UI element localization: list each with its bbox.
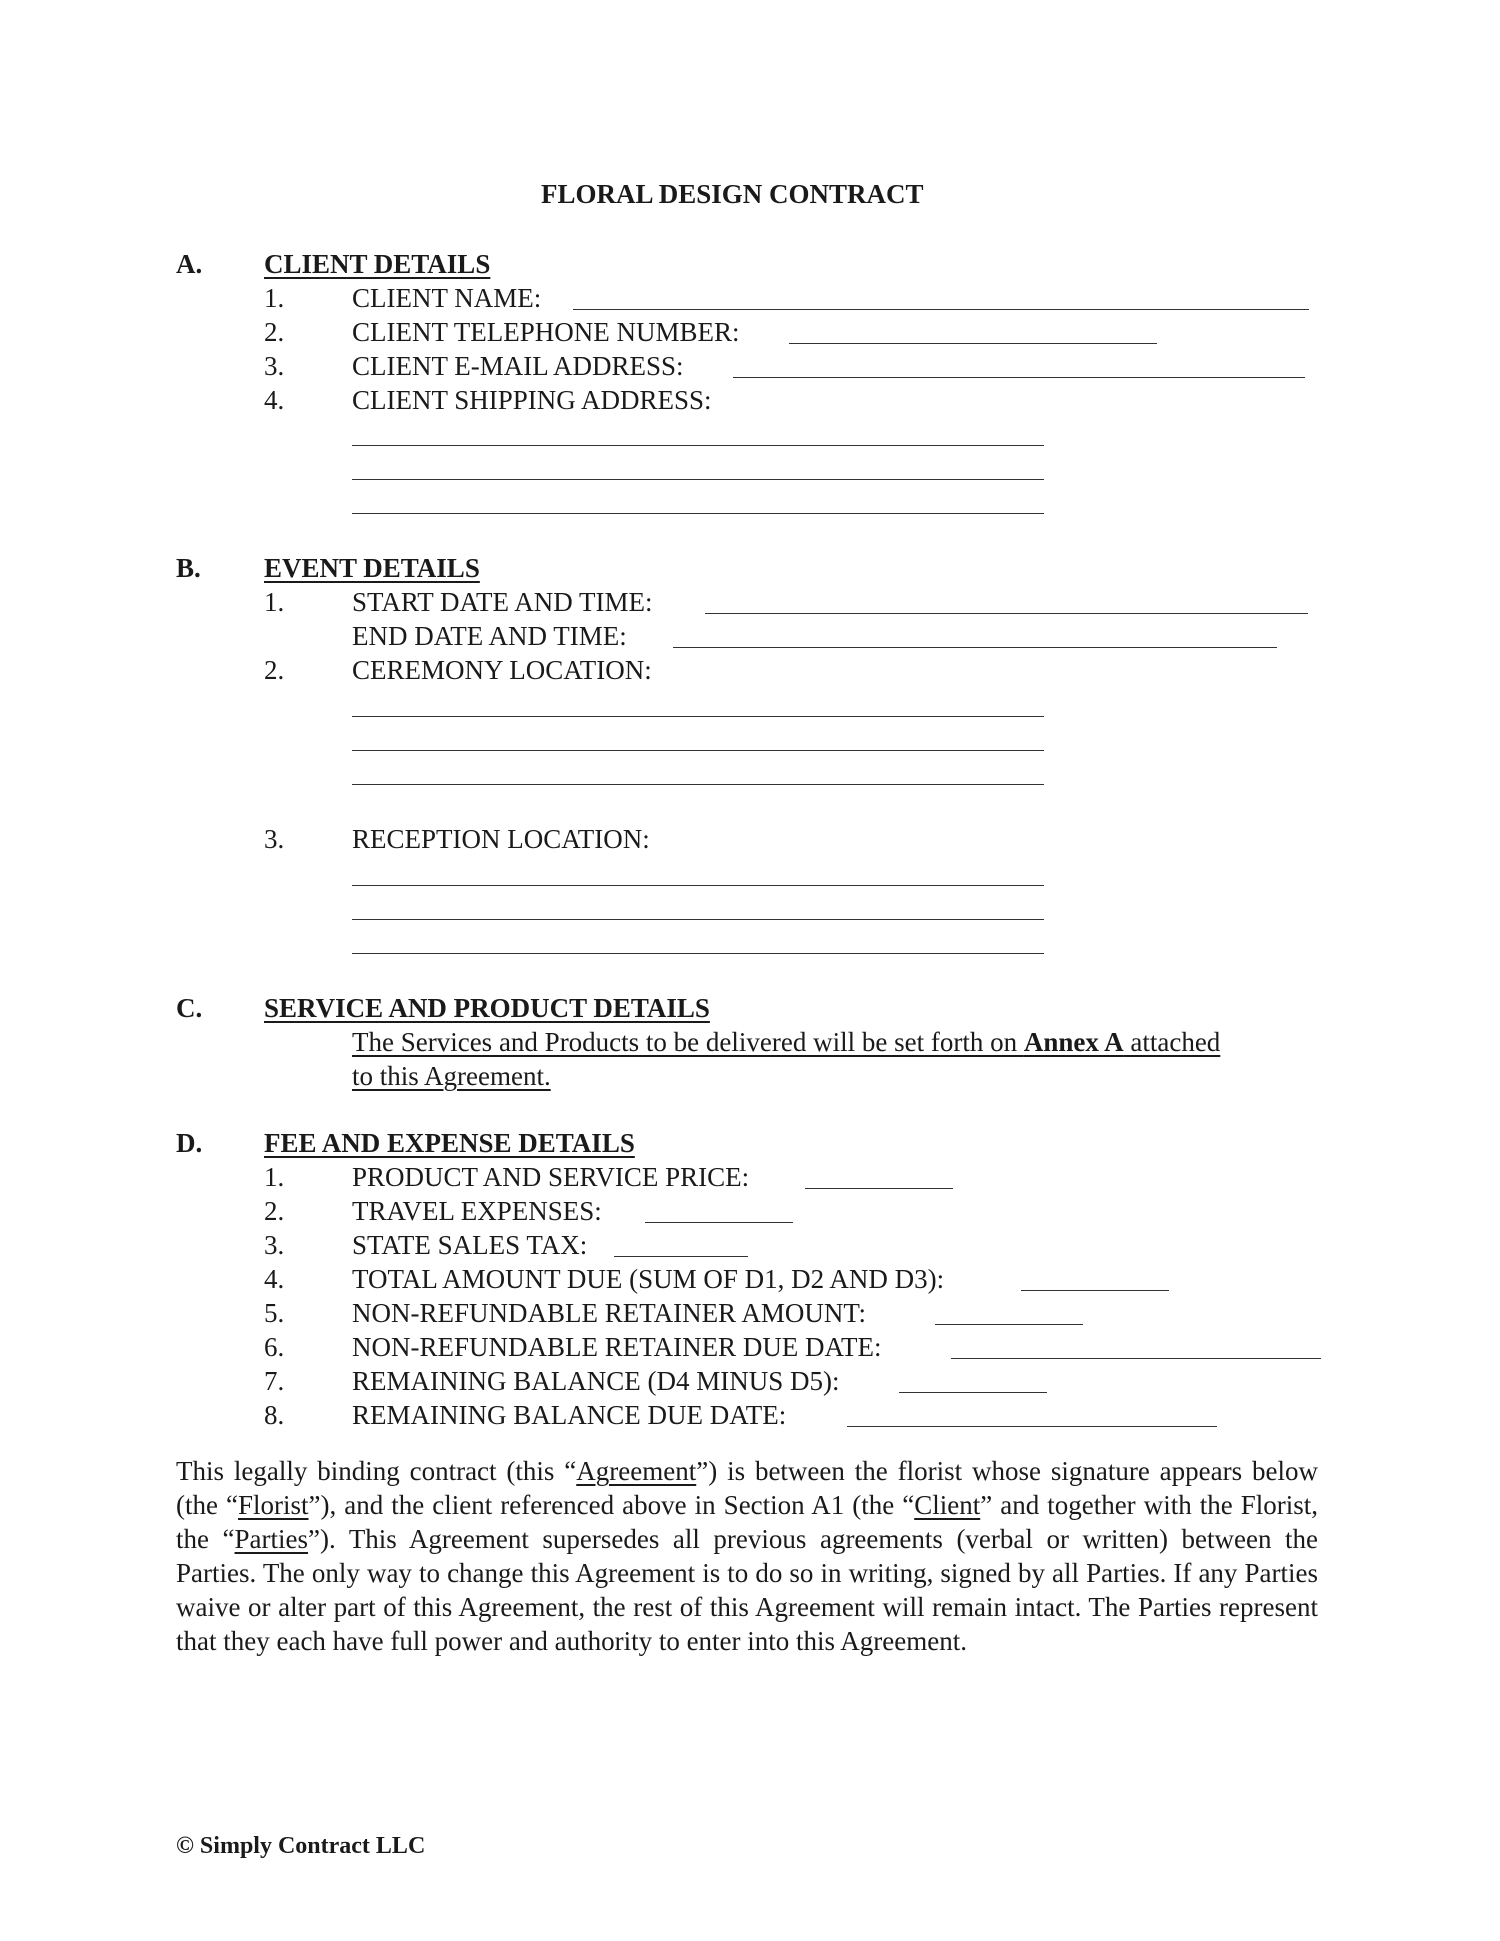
product-service-price-label: PRODUCT AND SERVICE PRICE: bbox=[352, 1162, 750, 1192]
travel-expenses-field[interactable] bbox=[645, 1222, 793, 1223]
client-email-label: CLIENT E-MAIL ADDRESS: bbox=[352, 351, 684, 381]
travel-expenses-label: TRAVEL EXPENSES: bbox=[352, 1196, 602, 1226]
defined-term-agreement: Agreement bbox=[576, 1456, 697, 1486]
section-c-letter: C. bbox=[176, 993, 203, 1023]
shipping-address-line-3[interactable] bbox=[352, 513, 1044, 514]
section-a-letter: A. bbox=[176, 249, 203, 279]
section-b-letter: B. bbox=[176, 553, 201, 583]
reception-location-line-1[interactable] bbox=[352, 885, 1044, 886]
total-amount-due-label: TOTAL AMOUNT DUE (SUM OF D1, D2 AND D3): bbox=[352, 1264, 945, 1294]
item-number: 5. bbox=[264, 1298, 285, 1328]
item-number: 3. bbox=[264, 1230, 285, 1260]
state-sales-tax-label: STATE SALES TAX: bbox=[352, 1230, 588, 1260]
item-number: 3. bbox=[264, 824, 285, 854]
document-title: FLORAL DESIGN CONTRACT bbox=[541, 179, 924, 209]
total-amount-due-field[interactable] bbox=[1021, 1290, 1169, 1291]
item-number: 4. bbox=[264, 1264, 285, 1294]
end-date-time-field[interactable] bbox=[673, 647, 1277, 648]
section-d-heading: FEE AND EXPENSE DETAILS bbox=[264, 1128, 635, 1158]
section-d-letter: D. bbox=[176, 1128, 203, 1158]
item-number: 1. bbox=[264, 283, 285, 313]
item-number: 6. bbox=[264, 1332, 285, 1362]
shipping-address-line-1[interactable] bbox=[352, 445, 1044, 446]
remaining-balance-due-date-label: REMAINING BALANCE DUE DATE: bbox=[352, 1400, 787, 1430]
client-telephone-label: CLIENT TELEPHONE NUMBER: bbox=[352, 317, 740, 347]
reception-location-line-2[interactable] bbox=[352, 919, 1044, 920]
ceremony-location-label: CEREMONY LOCATION: bbox=[352, 655, 652, 685]
client-name-label: CLIENT NAME: bbox=[352, 283, 542, 313]
remaining-balance-field[interactable] bbox=[899, 1392, 1047, 1393]
reception-location-line-3[interactable] bbox=[352, 953, 1044, 954]
section-c-heading: SERVICE AND PRODUCT DETAILS bbox=[264, 993, 710, 1023]
service-product-text-line-2: to this Agreement. bbox=[352, 1061, 551, 1091]
item-number: 4. bbox=[264, 385, 285, 415]
product-service-price-field[interactable] bbox=[805, 1188, 953, 1189]
client-name-field[interactable] bbox=[573, 309, 1309, 310]
remaining-balance-label: REMAINING BALANCE (D4 MINUS D5): bbox=[352, 1366, 840, 1396]
start-date-time-field[interactable] bbox=[705, 613, 1308, 614]
item-number: 1. bbox=[264, 1162, 285, 1192]
annex-a-reference: Annex A bbox=[1023, 1027, 1124, 1057]
defined-term-client: Client bbox=[914, 1490, 981, 1520]
section-a-heading: CLIENT DETAILS bbox=[264, 249, 491, 279]
agreement-paragraph: This legally binding contract (this “Agreement”) is between the florist whose signature appears below (the “Florist”), and the client referenced above in Section A1 (the “Client” and together with the Florist, the “Parties”). This Agreement supersedes all previous agreements (verbal or written) between the Parties. The only way to change this Agreement is to do so in writing, signed by all Parties. If any Parties waive or alter part of this Agreement, the rest of this Agreement will remain intact. The Parties represent that they each have full power and authority to enter into this Agreement. bbox=[176, 1456, 1318, 1656]
section-b-heading: EVENT DETAILS bbox=[264, 553, 480, 583]
item-number: 2. bbox=[264, 1196, 285, 1226]
retainer-due-date-label: NON-REFUNDABLE RETAINER DUE DATE: bbox=[352, 1332, 882, 1362]
reception-location-label: RECEPTION LOCATION: bbox=[352, 824, 650, 854]
copyright-footer: © Simply Contract LLC bbox=[176, 1833, 426, 1859]
item-number: 1. bbox=[264, 587, 285, 617]
client-shipping-address-label: CLIENT SHIPPING ADDRESS: bbox=[352, 385, 712, 415]
remaining-balance-due-date-field[interactable] bbox=[847, 1426, 1217, 1427]
defined-term-florist: Florist bbox=[237, 1490, 309, 1520]
item-number: 2. bbox=[264, 317, 285, 347]
shipping-address-line-2[interactable] bbox=[352, 479, 1044, 480]
start-date-time-label: START DATE AND TIME: bbox=[352, 587, 653, 617]
item-number: 7. bbox=[264, 1366, 285, 1396]
state-sales-tax-field[interactable] bbox=[614, 1256, 748, 1257]
retainer-amount-label: NON-REFUNDABLE RETAINER AMOUNT: bbox=[352, 1298, 866, 1328]
client-email-field[interactable] bbox=[733, 377, 1305, 378]
item-number: 3. bbox=[264, 351, 285, 381]
ceremony-location-line-1[interactable] bbox=[352, 716, 1044, 717]
retainer-due-date-field[interactable] bbox=[951, 1358, 1321, 1359]
ceremony-location-line-2[interactable] bbox=[352, 750, 1044, 751]
item-number: 2. bbox=[264, 655, 285, 685]
end-date-time-label: END DATE AND TIME: bbox=[352, 621, 627, 651]
defined-term-parties: Parties bbox=[234, 1524, 309, 1554]
ceremony-location-line-3[interactable] bbox=[352, 784, 1044, 785]
retainer-amount-field[interactable] bbox=[935, 1324, 1083, 1325]
client-telephone-field[interactable] bbox=[789, 343, 1157, 344]
service-product-text: The Services and Products to be delivered will be set forth on Annex A attached bbox=[352, 1027, 1221, 1057]
item-number: 8. bbox=[264, 1400, 285, 1430]
